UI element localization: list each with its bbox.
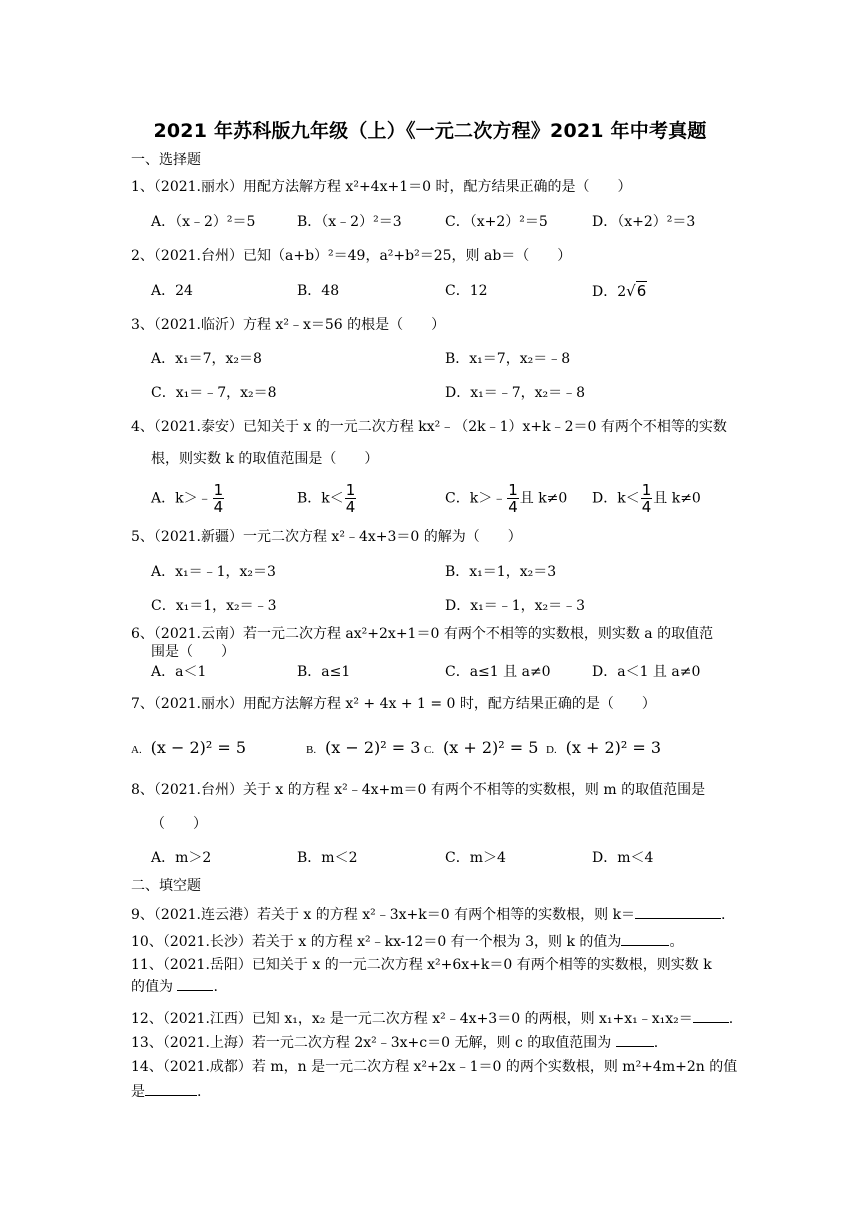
q6-option-b: B．a≤1 — [297, 664, 351, 680]
question-9 — [131, 904, 726, 925]
q4-option-c-text: C．k＞﹣ — [445, 490, 507, 507]
q2-option-d-prefix: D．2 — [592, 284, 627, 300]
answer-blank[interactable] — [693, 1008, 729, 1023]
answer-blank[interactable] — [145, 1081, 197, 1096]
q7-option-a-expr: (x − 2)² = 5 — [150, 738, 247, 757]
fraction-one-quarter — [345, 482, 357, 515]
fraction-denominator: 4 — [641, 498, 652, 516]
q8-option-d: D．m＜4 — [592, 850, 654, 866]
question-3-stem: 3、（2021.临沂）方程 x²﹣x＝56 的根是（ ） — [131, 317, 446, 333]
q7-option-d-label: D. — [546, 744, 557, 756]
q7-option-b-expr: (x − 2)² = 3 — [325, 738, 421, 757]
fraction-denominator: 4 — [508, 498, 518, 516]
q4-option-d — [592, 482, 701, 515]
question-10-stem: 10、（2021.长沙）若关于 x 的方程 x²﹣kx-12＝0 有一个根为 3，则 k 的值为 — [131, 934, 622, 950]
q7-option-c-expr: (x + 2)² = 5 — [443, 738, 539, 757]
question-12 — [131, 1008, 733, 1029]
q1-option-a: A．（x﹣2）²＝5 — [151, 214, 256, 230]
q4-option-a — [151, 482, 225, 515]
question-14-line2 — [131, 1081, 201, 1102]
question-6-stem-line2: 围是（ ） — [151, 644, 235, 660]
question-11-stem-line1: 11、（2021.岳阳）已知关于 x 的一元二次方程 x²+6x+k＝0 有两个相等的实数根，则实数 k — [131, 957, 712, 973]
q4-option-b-text: B．k＜ — [297, 490, 344, 507]
q1-option-b: B．（x﹣2）²＝3 — [297, 214, 402, 230]
answer-blank[interactable] — [635, 904, 721, 919]
q5-option-c: C．x₁＝1，x₂＝﹣3 — [151, 598, 277, 614]
q4-option-b — [297, 482, 357, 515]
question-13 — [131, 1032, 658, 1053]
question-11-line2 — [131, 976, 218, 997]
question-2-stem: 2、（2021.台州）已知（a+b）²＝49，a²+b²＝25，则 ab＝（ ） — [131, 248, 572, 264]
fraction-one-quarter — [641, 482, 653, 515]
q3-option-d: D．x₁＝﹣7，x₂＝﹣8 — [445, 385, 586, 401]
q6-option-c: C．a≤1 且 a≠0 — [445, 664, 551, 680]
question-14-stem-line2: 是 — [131, 1084, 145, 1100]
q2-option-c: C．12 — [445, 283, 488, 299]
q1-option-c: C．（x+2）²＝5 — [445, 214, 548, 230]
question-13-stem: 13、（2021.上海）若一元二次方程 2x²﹣3x+c＝0 无解，则 c 的取值范围为 — [131, 1035, 612, 1051]
fraction-denominator: 4 — [213, 498, 224, 516]
q8-option-b: B．m＜2 — [297, 850, 358, 866]
answer-blank[interactable] — [616, 1032, 654, 1047]
question-10 — [131, 931, 683, 952]
question-13-end: . — [653, 1035, 659, 1051]
question-10-end: 。 — [669, 934, 684, 950]
sqrt-symbol: √6 — [626, 282, 647, 300]
q2-radicand: 6 — [636, 282, 647, 300]
q7-option-a-label: A. — [131, 744, 142, 756]
q4-option-d-condition: 且 k≠0 — [653, 490, 701, 507]
answer-blank[interactable] — [177, 976, 213, 991]
fraction-numerator: 1 — [508, 481, 518, 499]
question-1-stem: 1、（2021.丽水）用配方法解方程 x²+4x+1＝0 时，配方结果正确的是（ ） — [131, 179, 632, 195]
q2-option-a: A．24 — [151, 283, 193, 299]
q7-option-a — [131, 738, 246, 760]
q3-option-a: A．x₁＝7，x₂＝8 — [151, 351, 262, 367]
fraction-denominator: 4 — [345, 498, 356, 516]
fraction-numerator: 1 — [213, 481, 224, 499]
question-12-stem: 12、（2021.江西）已知 x₁，x₂ 是一元二次方程 x²﹣4x+3＝0 的两根，则 x₁+x₁﹣x₁x₂＝ — [131, 1011, 693, 1027]
q4-option-d-text: D．k＜ — [592, 490, 640, 507]
q2-option-b: B．48 — [297, 283, 340, 299]
q4-option-c-condition: 且 k≠0 — [519, 490, 568, 507]
q6-option-d: D．a＜1 且 a≠0 — [592, 664, 701, 680]
q7-option-d-expr: (x + 2)² = 3 — [565, 738, 662, 757]
fraction-numerator: 1 — [641, 481, 652, 499]
q4-option-c — [445, 482, 567, 515]
q3-option-b: B．x₁＝7，x₂＝﹣8 — [445, 351, 571, 367]
section-heading-choice: 一、选择题 — [131, 152, 201, 168]
q7-option-c-label: C. — [424, 744, 435, 756]
fraction-numerator: 1 — [345, 481, 356, 499]
q5-option-d: D．x₁＝﹣1，x₂＝﹣3 — [445, 598, 586, 614]
question-12-end: . — [728, 1011, 734, 1027]
q7-option-d — [546, 738, 661, 760]
q6-option-a: A．a＜1 — [151, 664, 207, 680]
question-5-stem: 5、（2021.新疆）一元二次方程 x²﹣4x+3＝0 的解为（ ） — [131, 529, 522, 545]
question-8-stem-line1: 8、（2021.台州）关于 x 的方程 x²﹣4x+m＝0 有两个不相等的实数根，则 m 的取值范围是 — [131, 782, 706, 798]
q4-option-a-text: A．k＞﹣ — [151, 490, 212, 507]
section-heading-fill: 二、填空题 — [131, 878, 201, 894]
q7-option-c — [424, 738, 538, 760]
q5-option-a: A．x₁＝﹣1，x₂＝3 — [151, 564, 276, 580]
question-8-stem-line2: （ ） — [151, 816, 207, 832]
q5-option-b: B．x₁＝1，x₂＝3 — [445, 564, 557, 580]
document-title: 2021 年苏科版九年级（上）《一元二次方程》2021 年中考真题 — [153, 120, 707, 142]
question-14-end: . — [197, 1084, 202, 1100]
question-4-stem-line1: 4、（2021.泰安）已知关于 x 的一元二次方程 kx²﹣（2k﹣1）x+k﹣2＝0 有两个不相等的实数 — [131, 419, 727, 435]
question-4-stem-line2: 根，则实数 k 的取值范围是（ ） — [151, 451, 379, 467]
question-14-stem-line1: 14、（2021.成都）若 m，n 是一元二次方程 x²+2x﹣1＝0 的两个实数根，则 m²+4m+2n 的值 — [131, 1059, 738, 1075]
fraction-one-quarter — [507, 482, 519, 515]
fraction-one-quarter — [213, 482, 225, 515]
q1-option-d: D．（x+2）²＝3 — [592, 214, 696, 230]
q7-option-b — [306, 738, 420, 760]
question-6-stem-line1: 6、（2021.云南）若一元二次方程 ax²+2x+1＝0 有两个不相等的实数根，则实数 a 的取值范 — [131, 626, 714, 642]
question-7-stem: 7、（2021.丽水）用配方法解方程 x² + 4x + 1 = 0 时，配方结果正确的是（ ） — [131, 696, 656, 712]
question-11-end: . — [213, 979, 218, 995]
q8-option-c: C．m＞4 — [445, 850, 506, 866]
q3-option-c: C．x₁＝﹣7，x₂＝8 — [151, 385, 277, 401]
question-11-stem-line2: 的值为 — [131, 979, 173, 995]
question-9-stem: 9、（2021.连云港）若关于 x 的方程 x²﹣3x+k＝0 有两个相等的实数根，则 k＝ — [131, 907, 636, 923]
q2-option-d — [592, 281, 647, 302]
q7-option-b-label: B. — [306, 744, 317, 756]
question-9-end: . — [721, 907, 726, 923]
answer-blank[interactable] — [621, 931, 669, 946]
q8-option-a: A．m＞2 — [151, 850, 212, 866]
